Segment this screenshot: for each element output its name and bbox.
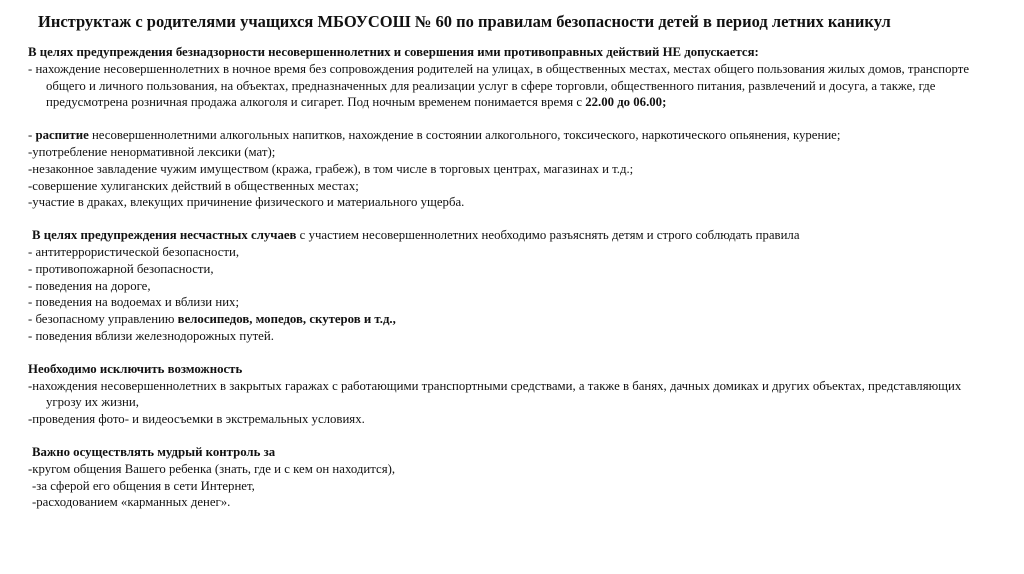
page-title: Инструктаж с родителями учащихся МБОУСОШ № 60 по правилам безопасности детей в период летних каникул [38,12,891,31]
list-item: -нахождения несовершеннолетних в закрытых гаражах с работающими транспортными средствами, а также в банях, дачных домиках и других объектах, представляющих угрозу их жизни, [28,378,962,410]
section-accidents [28,227,998,345]
list-item: - безопасному управлению велосипедов, мопедов, скутеров и т.д., [28,312,396,327]
list-item: -совершение хулиганских действий в общественных местах; [28,178,359,193]
list-item: -незаконное завладение чужим имуществом (кража, грабеж), в том числе в торговых центрах, магазинах и т.д.; [28,161,634,176]
document-page [28,12,998,511]
section-header: В целях предупреждения несчастных случаев с участием несовершеннолетних необходимо разъяснять детям и строго соблюдать правила [32,228,800,243]
section-control [28,444,998,511]
list-item: -участие в драках, влекущих причинение физического и материального ущерба. [28,195,465,210]
list-item: - нахождение несовершеннолетних в ночное время без сопровождения родителей на улицах, в общественных местах, местах общего пользования жилых домов, транспорте общего и личного пользования, на объектах, предназначенных для реализации услуг в сфере торговли, общественного питания, развлечений и досуга, а также, где предусмотрена розничная продажа алкоголя и сигарет. Под ночным временем понимается время с 22.00 до 06.00; [28,61,970,110]
section-header: Важно осуществлять мудрый контроль за [32,444,276,459]
list-item: -употребление ненормативной лексики (мат); [28,144,276,159]
section-header: В целях предупреждения безнадзорности несовершеннолетних и совершения ими противоправных действий НЕ допускается: [28,45,759,59]
section-exclude [28,361,998,428]
list-item: - распитие несовершеннолетними алкогольных напитков, нахождение в состоянии алкогольного, токсического, наркотического опьянения, курение; [28,128,841,143]
list-item: - поведения на водоемах и вблизи них; [28,295,240,310]
list-item: -за сферой его общения в сети Интернет, [32,478,255,493]
list-item: - антитеррористической безопасности, [28,244,240,259]
list-item: -проведения фото- и видеосъемки в экстремальных условиях. [28,412,365,427]
section-delinquency [28,44,998,211]
section-header: Необходимо исключить возможность [28,361,243,376]
list-item: - противопожарной безопасности, [28,261,214,276]
list-item: -расходованием «карманных денег». [32,495,231,510]
list-item: - поведения на дороге, [28,278,151,293]
list-item: -кругом общения Вашего ребенка (знать, где и с кем он находится), [28,461,396,476]
list-item: - поведения вблизи железнодорожных путей. [28,328,274,343]
